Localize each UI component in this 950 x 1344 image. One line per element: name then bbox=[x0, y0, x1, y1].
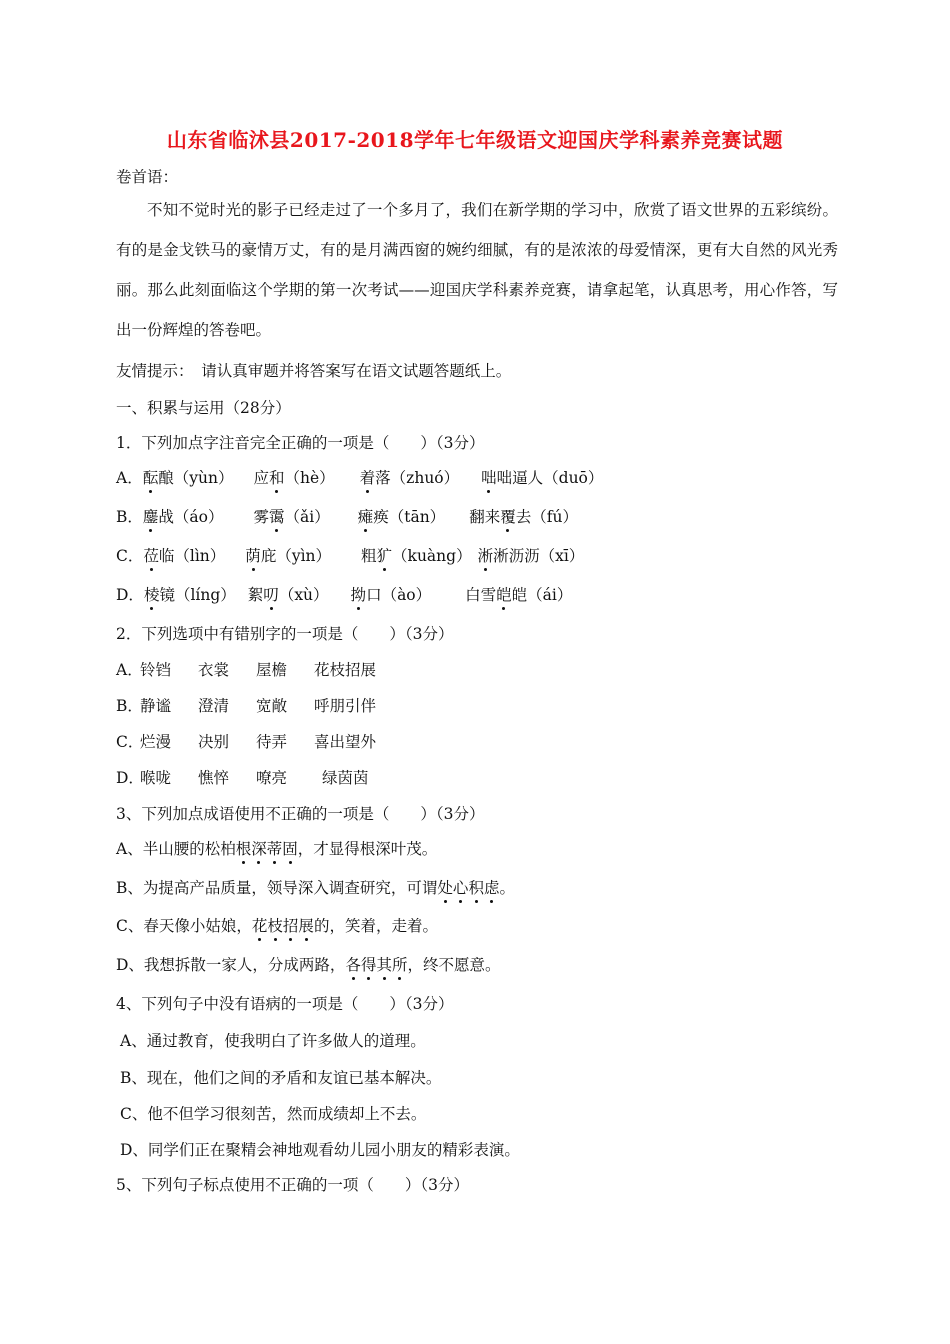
word-text: 憔悴 bbox=[198, 769, 230, 787]
option-text: A、半山腰的松柏 bbox=[116, 840, 236, 858]
q2-option-a bbox=[116, 658, 376, 680]
dotted-char: 和 bbox=[269, 466, 285, 488]
dotted-char: 固 bbox=[282, 837, 298, 859]
word-text: 铃铛 bbox=[140, 661, 172, 679]
word-text: 落（zhuó） bbox=[375, 469, 460, 487]
dotted-char: 莅 bbox=[143, 544, 159, 566]
option-letter: B． bbox=[116, 697, 143, 715]
dotted-idiom bbox=[252, 917, 314, 935]
q3-option-a bbox=[116, 837, 437, 859]
dotted-char: 心 bbox=[453, 876, 469, 898]
word-text: 绿茵茵 bbox=[322, 769, 369, 787]
word-text: 皑（ái） bbox=[511, 586, 573, 604]
q2-option-c bbox=[116, 730, 376, 752]
preface-label: 卷首语： bbox=[116, 168, 179, 186]
word-text: 喜出望外 bbox=[314, 733, 377, 751]
dotted-char: 咄 bbox=[481, 466, 497, 488]
dotted-char: 着 bbox=[360, 466, 376, 488]
word-text: 淅沥沥（xī） bbox=[493, 547, 585, 565]
dotted-char: 霭 bbox=[269, 505, 285, 527]
dotted-idiom bbox=[437, 879, 499, 897]
option-text: C、春天像小姑娘， bbox=[116, 917, 252, 935]
word-text: 战（áo） bbox=[158, 508, 224, 526]
word-text: 喉咙 bbox=[140, 769, 172, 787]
word-text: 口（ào） bbox=[366, 586, 432, 604]
word-text: 粗 bbox=[361, 547, 377, 565]
option-letter: C． bbox=[116, 547, 144, 565]
option-text: 。 bbox=[499, 879, 515, 897]
q1-option-d bbox=[116, 583, 572, 605]
q2-option-b bbox=[116, 694, 376, 716]
option-text: 的，笑着，走着。 bbox=[313, 917, 438, 935]
q1-stem: 1．下列加点字注音完全正确的一项是（ ）（3分） bbox=[116, 434, 485, 452]
dotted-char: 招 bbox=[283, 914, 299, 936]
dotted-char: 蒂 bbox=[267, 837, 283, 859]
dotted-char: 鏖 bbox=[143, 505, 159, 527]
dotted-char: 其 bbox=[376, 953, 392, 975]
dotted-char: 处 bbox=[437, 876, 453, 898]
word-text: 澄清 bbox=[198, 697, 230, 715]
q3-option-b bbox=[116, 876, 515, 898]
word-text: 嘹亮 bbox=[256, 769, 288, 787]
dotted-char: 得 bbox=[361, 953, 377, 975]
q4-stem: 4、下列句子中没有语病的一项是（ ）（3分） bbox=[116, 995, 454, 1013]
word-text: 花枝招展 bbox=[314, 661, 377, 679]
word-text: 应 bbox=[253, 469, 269, 487]
option-letter: D． bbox=[116, 586, 144, 604]
word-text: 呼朋引伴 bbox=[314, 697, 377, 715]
q2-option-d bbox=[116, 766, 369, 788]
word-text: 白雪 bbox=[465, 586, 497, 604]
word-text: 待弄 bbox=[256, 733, 288, 751]
pinyin: （hè） bbox=[284, 469, 335, 487]
q3-option-d bbox=[116, 953, 501, 975]
word-text: 宽敞 bbox=[256, 697, 288, 715]
dotted-char: 根 bbox=[236, 837, 252, 859]
dotted-char: 瘫 bbox=[358, 505, 374, 527]
dotted-char: 淅 bbox=[478, 544, 494, 566]
word-text: 镜（líng） bbox=[159, 586, 236, 604]
word-text: 庇（yìn） bbox=[260, 547, 332, 565]
dotted-char: 各 bbox=[345, 953, 361, 975]
word-text: 絮 bbox=[247, 586, 264, 604]
word-text: 痪（tān） bbox=[373, 508, 446, 526]
word-text: 屋檐 bbox=[256, 661, 288, 679]
dotted-char: 深 bbox=[251, 837, 267, 859]
word-text: 咄逼人（duō） bbox=[496, 469, 604, 487]
preface-paragraph: 不知不觉时光的影子已经走过了一个多月了，我们在新学期的学习中，欣赏了语文世界的五彩缤纷。有的是金戈铁马的豪情万丈，有的是月满西窗的婉约细腻，有的是浓浓的母爱情深，更有大自然的风光秀丽。那么此刻面临这个学期的第一次考试——迎国庆学科素养竞赛，请拿起笔，认真思考，用心作答，写出一份辉煌的答卷吧。 bbox=[116, 201, 838, 339]
dotted-char: 花 bbox=[252, 914, 268, 936]
option-text: ，终不愿意。 bbox=[407, 956, 501, 974]
word-text: 决别 bbox=[198, 733, 230, 751]
dotted-char: 叨 bbox=[263, 583, 279, 605]
word-text: 酿 bbox=[158, 469, 174, 487]
q1-option-a bbox=[116, 466, 603, 488]
q1-option-b bbox=[116, 505, 578, 527]
word-text: 雾 bbox=[253, 508, 269, 526]
dotted-char: 所 bbox=[392, 953, 408, 975]
dotted-idiom bbox=[345, 956, 407, 974]
pinyin: （yùn） bbox=[173, 469, 234, 487]
q3-option-c bbox=[116, 914, 438, 936]
word-text: 静谧 bbox=[140, 697, 172, 715]
q4-option-a: A、通过教育，使我明白了许多做人的道理。 bbox=[120, 1032, 426, 1050]
option-letter: C． bbox=[116, 733, 144, 751]
pinyin: （ǎi） bbox=[284, 508, 330, 526]
word-text: 临（lìn） bbox=[158, 547, 226, 565]
dotted-char: 犷 bbox=[377, 544, 393, 566]
pinyin: （kuàng） bbox=[392, 547, 472, 565]
q1-option-c bbox=[116, 544, 584, 566]
option-text: ，才显得根深叶茂。 bbox=[297, 840, 438, 858]
tip-line: 友情提示： 请认真审题并将答案写在语文试题答题纸上。 bbox=[116, 362, 512, 380]
option-letter: A． bbox=[116, 661, 143, 679]
dotted-char: 皑 bbox=[496, 583, 512, 605]
option-text: B、为提高产品质量，领导深入调查研究，可谓 bbox=[116, 879, 438, 897]
q3-stem: 3、下列加点成语使用不正确的一项是（ ）（3分） bbox=[116, 805, 485, 823]
option-text: D、我想拆散一家人，分成两路， bbox=[116, 956, 346, 974]
dotted-char: 虑 bbox=[484, 876, 500, 898]
dotted-char: 拗 bbox=[351, 583, 367, 605]
word-text: 去（fú） bbox=[515, 508, 578, 526]
q4-option-c: C、他不但学习很刻苦，然而成绩却上不去。 bbox=[120, 1105, 427, 1123]
pinyin: （xù） bbox=[278, 586, 329, 604]
dotted-char: 荫 bbox=[245, 544, 261, 566]
word-text: 衣裳 bbox=[198, 661, 230, 679]
q4-option-d: D、同学们正在聚精会神地观看幼儿园小朋友的精彩表演。 bbox=[120, 1141, 520, 1159]
option-letter: D． bbox=[116, 769, 144, 787]
option-letter: A． bbox=[116, 469, 143, 487]
section-heading: 一、积累与运用（28分） bbox=[116, 399, 291, 417]
option-letter: B． bbox=[116, 508, 143, 526]
dotted-char: 覆 bbox=[500, 505, 516, 527]
page-title: 山东省临沭县2017-2018学年七年级语文迎国庆学科素养竞赛试题 bbox=[166, 128, 784, 152]
dotted-idiom bbox=[236, 840, 298, 858]
q2-stem: 2．下列选项中有错别字的一项是（ ）（3分） bbox=[116, 625, 454, 643]
dotted-char: 展 bbox=[298, 914, 314, 936]
dotted-char: 酝 bbox=[143, 466, 159, 488]
dotted-char: 棱 bbox=[144, 583, 160, 605]
word-text: 烂漫 bbox=[140, 733, 172, 751]
dotted-char: 积 bbox=[468, 876, 484, 898]
dotted-char: 枝 bbox=[267, 914, 283, 936]
q4-option-b: B、现在，他们之间的矛盾和友谊已基本解决。 bbox=[120, 1069, 442, 1087]
word-text: 翻来 bbox=[469, 508, 501, 526]
q5-stem: 5、下列句子标点使用不正确的一项（ ）（3分） bbox=[116, 1176, 469, 1194]
